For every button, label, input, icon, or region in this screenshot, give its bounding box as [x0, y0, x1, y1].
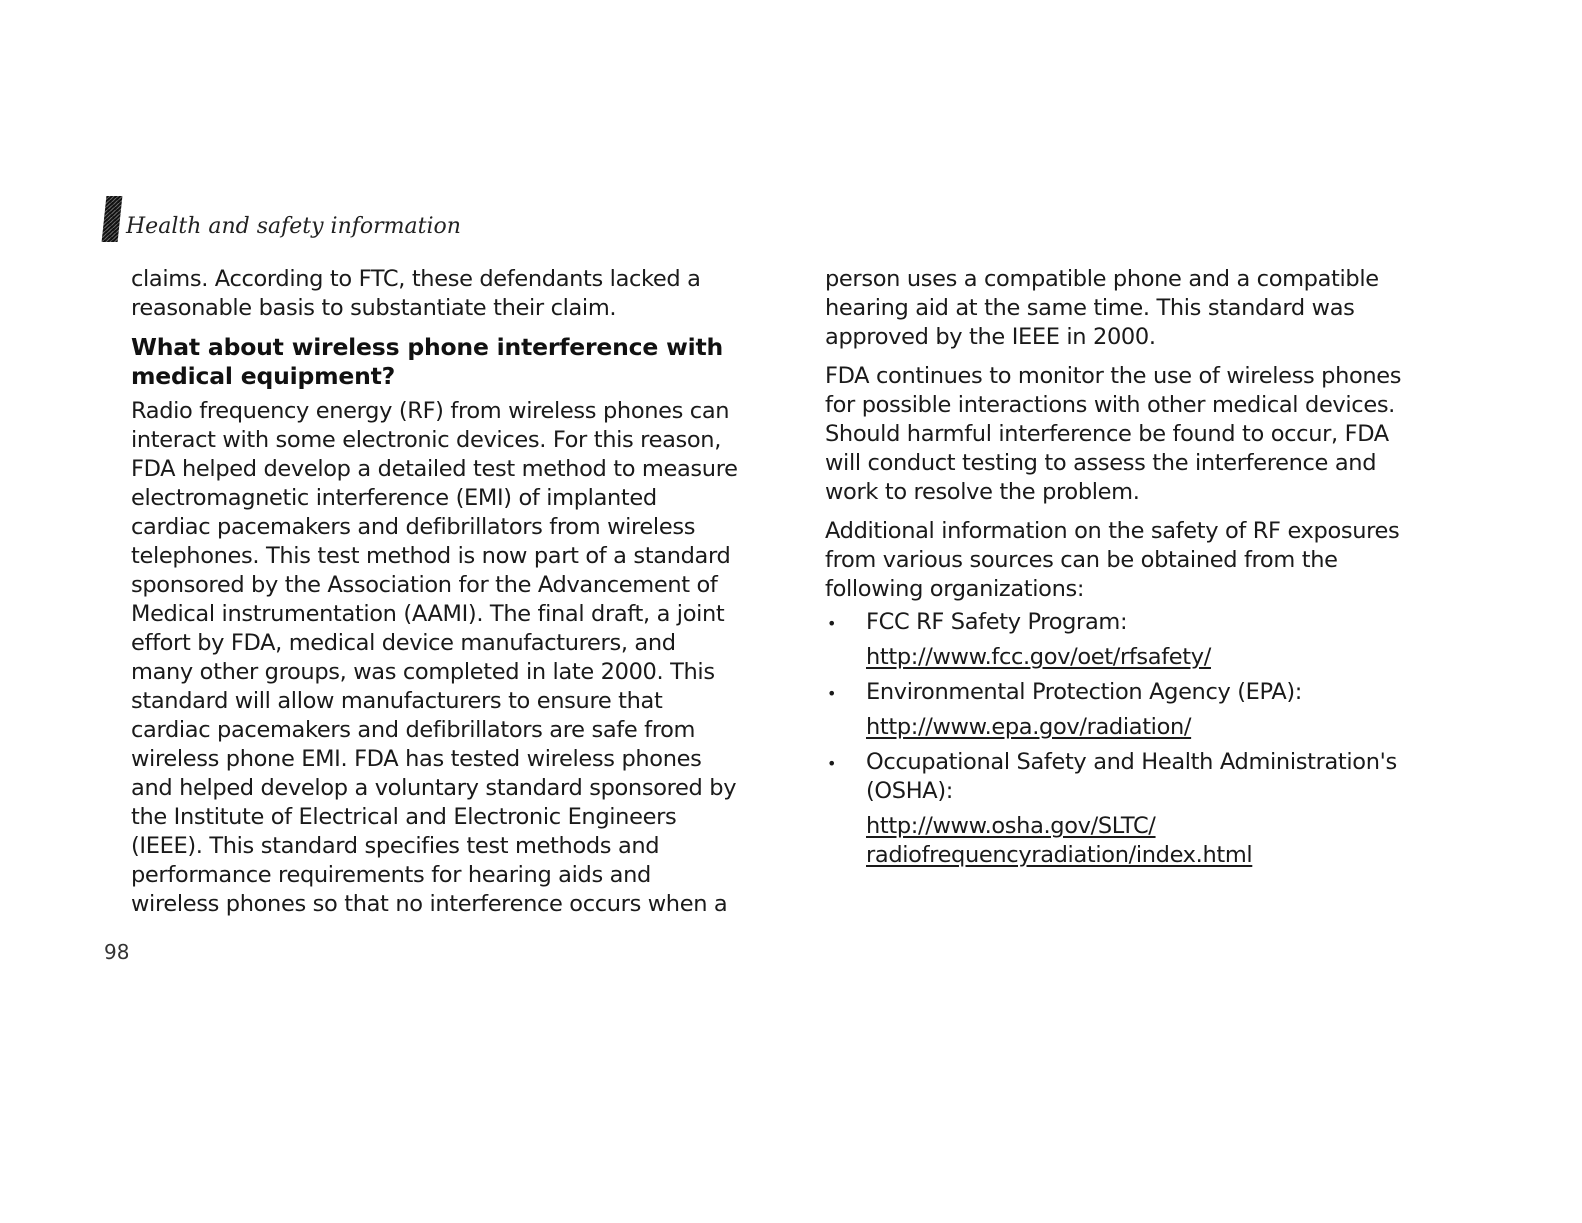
text-line: FDA helped develop a detailed test method to measure	[131, 456, 738, 482]
osha-link-part1[interactable]: http://www.osha.gov/SLTC/	[866, 813, 1156, 839]
text-line: wireless phone EMI. FDA has tested wireless phones	[131, 746, 702, 772]
text-line: and helped develop a voluntary standard sponsored by	[131, 775, 737, 801]
fcc-rf-safety-link[interactable]: http://www.fcc.gov/oet/rfsafety/	[866, 644, 1211, 670]
left-column	[131, 265, 781, 929]
text-line: performance requirements for hearing aids and	[131, 862, 651, 888]
text-line: hearing aid at the same time. This standard was	[825, 295, 1355, 321]
text-line: effort by FDA, medical device manufacturers, and	[131, 630, 676, 656]
organization-list	[825, 608, 1515, 870]
organization-name: Environmental Protection Agency (EPA):	[866, 679, 1303, 705]
osha-link-part2[interactable]: radiofrequencyradiation/index.html	[866, 842, 1253, 868]
list-item-fcc	[825, 608, 1515, 672]
text-line: cardiac pacemakers and defibrillators from wireless	[131, 514, 696, 540]
text-line: the Institute of Electrical and Electronic Engineers	[131, 804, 677, 830]
text-line: following organizations:	[825, 576, 1085, 602]
body-paragraph	[131, 397, 781, 919]
organization-name: (OSHA):	[866, 778, 953, 804]
link-block	[866, 812, 1515, 870]
text-line: Should harmful interference be found to occur, FDA	[825, 421, 1389, 447]
additional-info-paragraph	[825, 517, 1515, 604]
text-line: telephones. This test method is now part of a standard	[131, 543, 731, 569]
text-line: Medical instrumentation (AAMI). The final draft, a joint	[131, 601, 725, 627]
text-line: approved by the IEEE in 2000.	[825, 324, 1156, 350]
text-line: electromagnetic interference (EMI) of implanted	[131, 485, 657, 511]
text-line: standard will allow manufacturers to ensure that	[131, 688, 663, 714]
text-line: FDA continues to monitor the use of wireless phones	[825, 363, 1402, 389]
text-line: person uses a compatible phone and a compatible	[825, 266, 1379, 292]
text-line: work to resolve the problem.	[825, 479, 1140, 505]
text-line: claims. According to FTC, these defendants lacked a	[131, 266, 701, 292]
header-title: Health and safety information	[126, 214, 461, 239]
text-line: cardiac pacemakers and defibrillators are safe from	[131, 717, 696, 743]
text-line: for possible interactions with other medical devices.	[825, 392, 1395, 418]
list-item-osha	[825, 748, 1515, 870]
epa-radiation-link[interactable]: http://www.epa.gov/radiation/	[866, 714, 1192, 740]
bullet-icon: •	[827, 684, 837, 703]
text-line: wireless phones so that no interference occurs when a	[131, 891, 728, 917]
text-line: reasonable basis to substantiate their claim.	[131, 295, 617, 321]
heading-line: What about wireless phone interference with	[131, 333, 724, 361]
organization-name: Occupational Safety and Health Administration's	[866, 749, 1397, 775]
page-header	[104, 194, 461, 242]
section-heading	[131, 333, 781, 391]
text-line: from various sources can be obtained from the	[825, 547, 1338, 573]
text-line: Radio frequency energy (RF) from wireless phones can	[131, 398, 730, 424]
bullet-icon: •	[827, 754, 837, 773]
section-marker-icon	[102, 196, 123, 242]
heading-line: medical equipment?	[131, 362, 396, 390]
organization-name: FCC RF Safety Program:	[866, 609, 1128, 635]
monitoring-paragraph	[825, 362, 1515, 507]
text-line: (IEEE). This standard specifies test methods and	[131, 833, 660, 859]
intro-paragraph	[131, 265, 781, 323]
text-line: sponsored by the Association for the Advancement of	[131, 572, 718, 598]
text-line: many other groups, was completed in late 2000. This	[131, 659, 715, 685]
standard-paragraph	[825, 265, 1515, 352]
right-column	[825, 265, 1515, 876]
page-number: 98	[104, 940, 130, 964]
bullet-icon: •	[827, 614, 837, 633]
text-line: will conduct testing to assess the interference and	[825, 450, 1377, 476]
text-line: interact with some electronic devices. For this reason,	[131, 427, 722, 453]
list-item-epa	[825, 678, 1515, 742]
link-block	[866, 643, 1515, 672]
text-line: Additional information on the safety of RF exposures	[825, 518, 1400, 544]
link-block	[866, 713, 1515, 742]
